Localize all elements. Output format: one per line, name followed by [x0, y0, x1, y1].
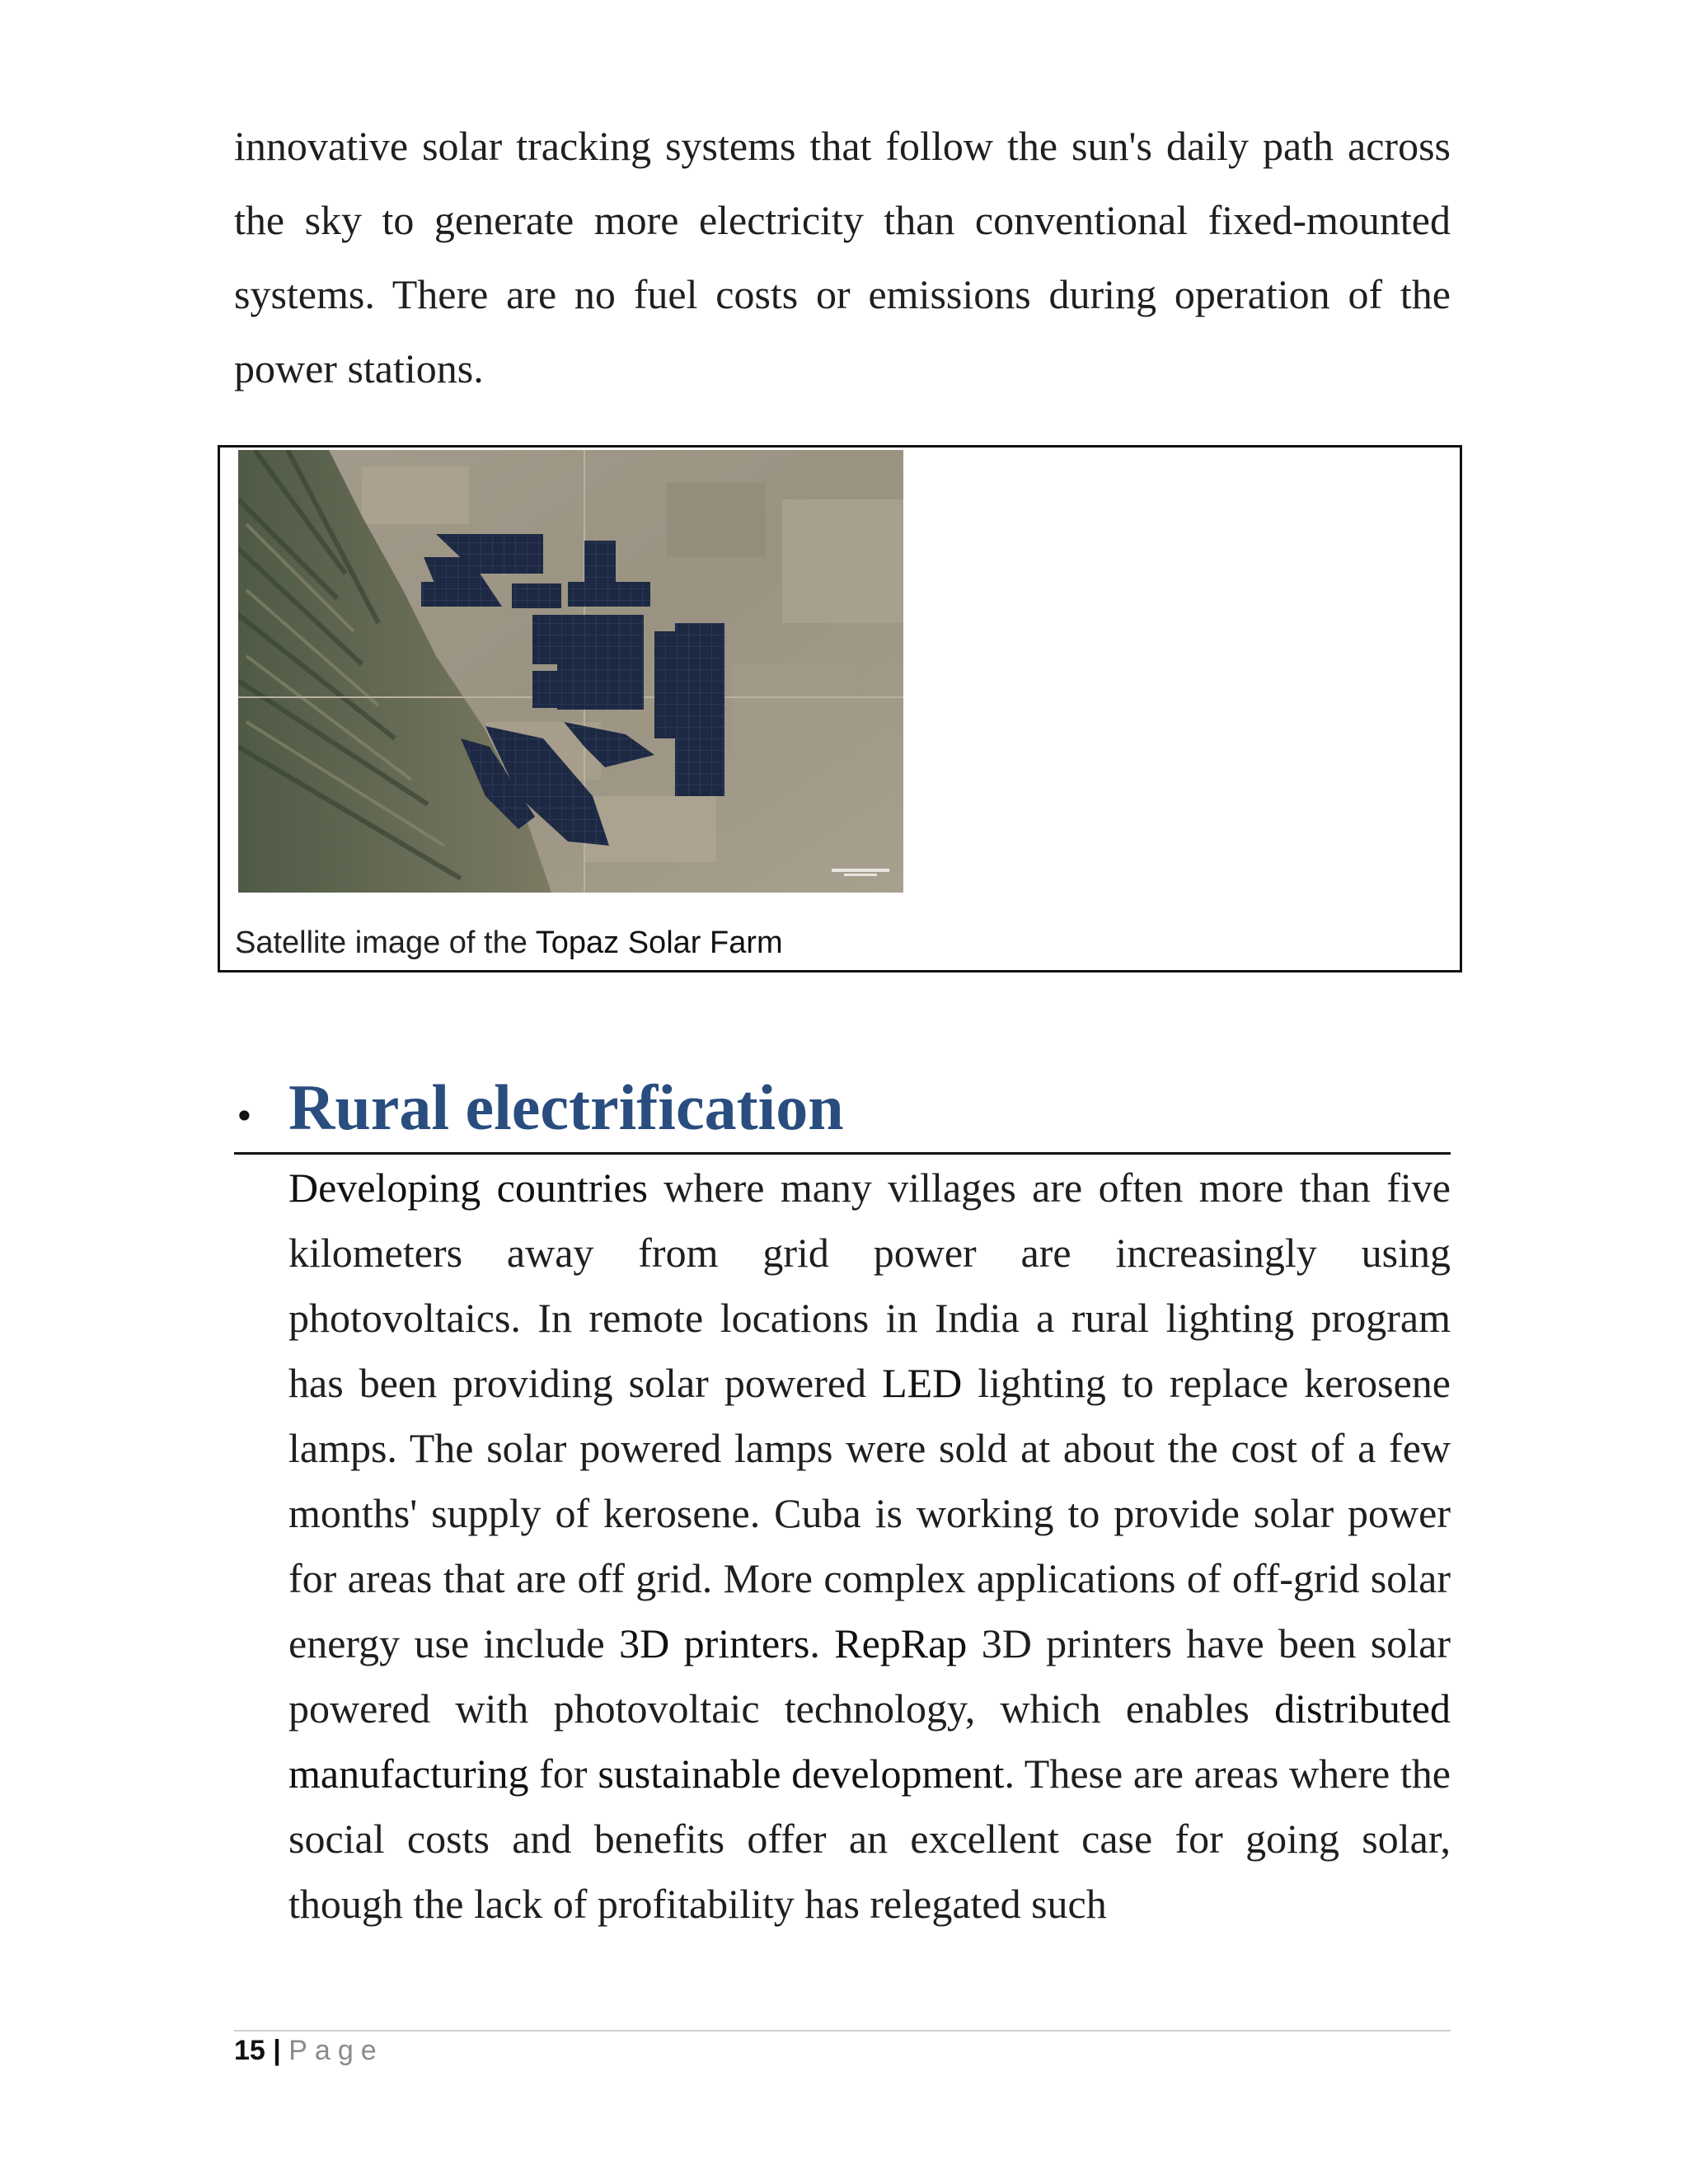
body-text-5: for	[528, 1750, 598, 1797]
footer-separator: |	[273, 2035, 281, 2066]
body-text-2: lighting to replace kerosene lamps. The solar powered lamps were sold at about the cost of a few months' supply of kerosene. Cuba is working to provide solar power for areas that are off grid. More complex applications of off-grid solar energy use include	[288, 1360, 1451, 1666]
caption-prefix: Satellite image of the	[235, 926, 536, 960]
link-developing-countries[interactable]: Developing countries	[288, 1165, 648, 1211]
figure-caption	[235, 926, 783, 961]
link-sustainable-development[interactable]: sustainable development	[598, 1750, 1005, 1797]
section-heading: Rural electrification	[288, 1071, 844, 1143]
body-paragraph	[288, 1155, 1451, 1937]
intro-paragraph: innovative solar tracking systems that follow the sun's daily path across the sky to generate more electricity than conventional fixed-mounted systems. There are no fuel costs or emissions during operation of the power stations.	[234, 123, 1451, 391]
body-text-1: where many villages are often more than five kilometers away from grid power are increasingly using photovoltaics. In remote locations in India a rural lighting program has been providing solar powered	[288, 1165, 1451, 1406]
link-distributed-manufacturing[interactable]: distributed manufacturing	[288, 1685, 1451, 1797]
link-3d-printers[interactable]: 3D printers	[619, 1620, 810, 1666]
satellite-image	[238, 450, 903, 893]
figure-box	[218, 445, 1462, 972]
page-footer	[234, 2032, 384, 2069]
bullet-icon: •	[234, 1096, 255, 1137]
page-number: 15	[234, 2035, 265, 2066]
page-label: Page	[288, 2035, 384, 2066]
link-led[interactable]: LED	[882, 1360, 963, 1406]
body-text-6: . These are areas where the social costs and benefits offer an excellent case for going solar, though the lack of profitability has relegated such	[288, 1750, 1451, 1927]
body-text-3: .	[809, 1620, 835, 1666]
section-heading-row	[234, 1063, 1451, 1155]
footer-divider	[234, 2030, 1451, 2032]
body-text-4: 3D printers have been solar powered with photovoltaic technology, which enables	[288, 1620, 1451, 1732]
link-reprap[interactable]: RepRap	[834, 1620, 968, 1666]
caption-link-topaz[interactable]: Topaz Solar Farm	[535, 926, 783, 960]
